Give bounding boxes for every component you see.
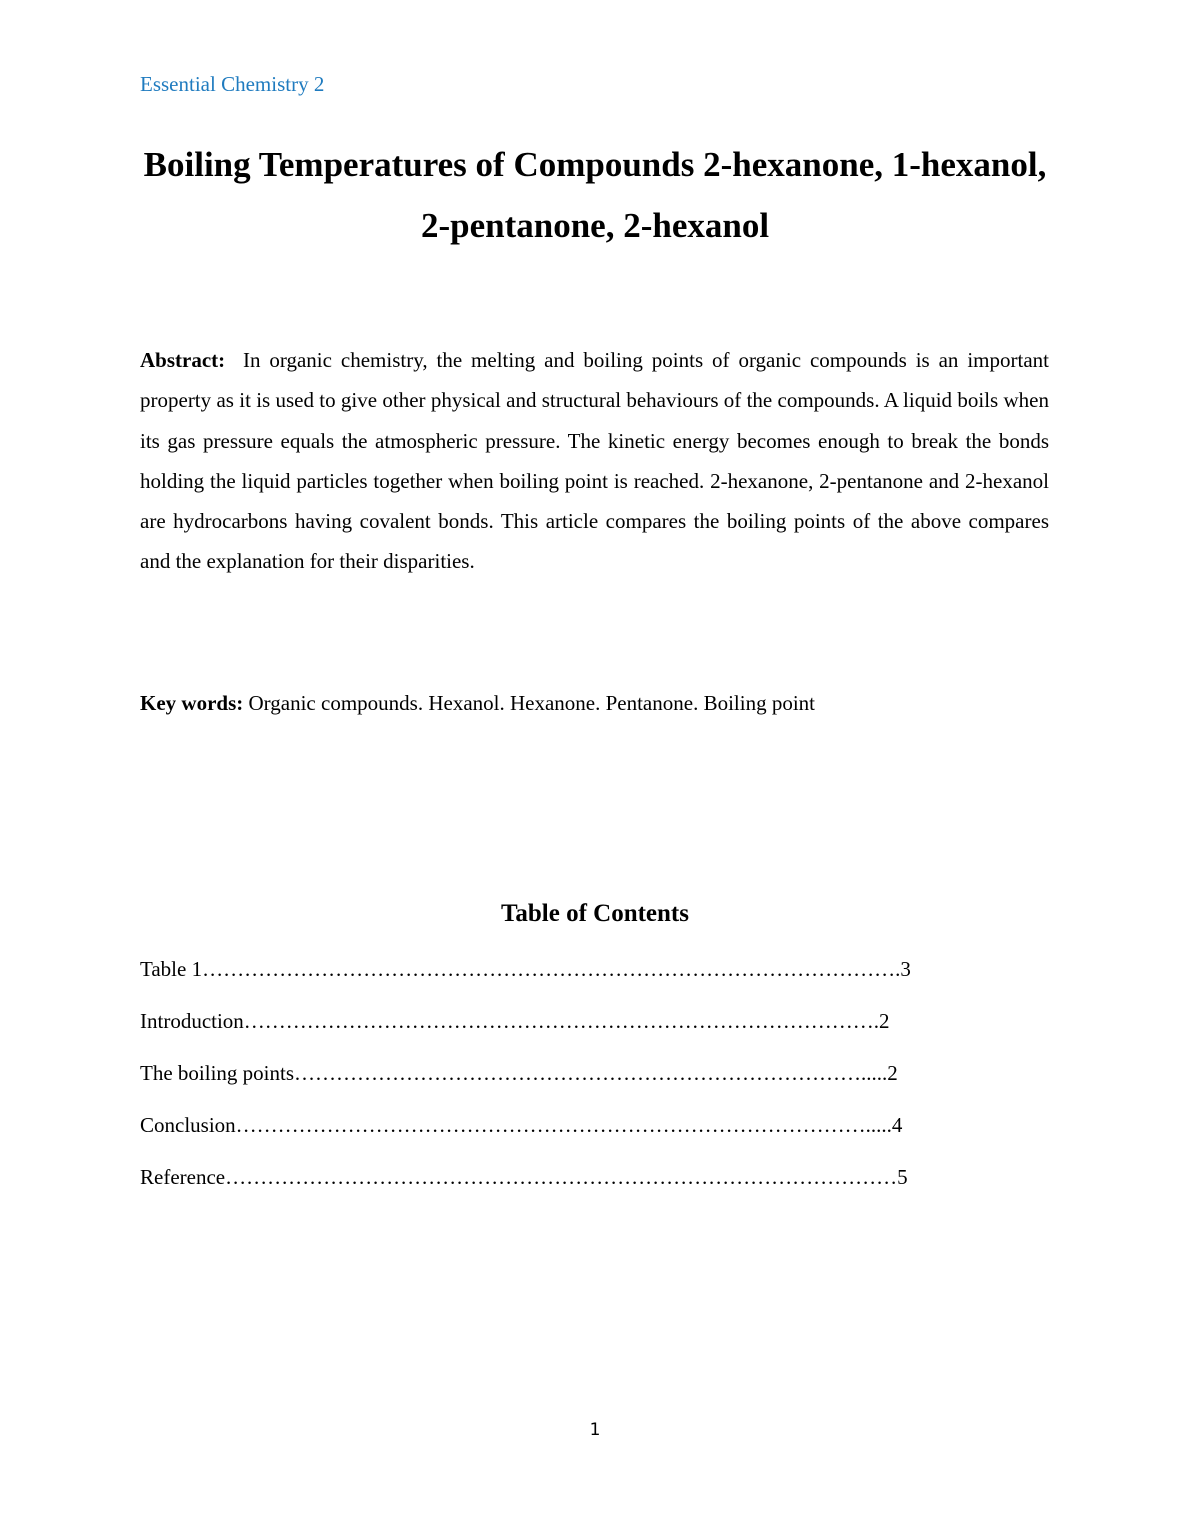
abstract-paragraph (140, 340, 1049, 582)
toc-entry-conclusion[interactable]: Conclusion……………………………………………………………………………….....4 (140, 1113, 903, 1137)
toc-entry-reference[interactable]: Reference……………………………………………………………………………………5 (140, 1165, 908, 1189)
page-number: 1 (589, 1420, 601, 1440)
keywords-text: Organic compounds. Hexanol. Hexanone. Pentanone. Boiling point (248, 691, 816, 715)
keywords-line (140, 688, 1049, 718)
toc-entry-boiling-points[interactable]: The boiling points……………………………………………………………………….....2 (140, 1061, 898, 1085)
toc-heading: Table of Contents (501, 900, 689, 927)
abstract-label: Abstract: (140, 348, 226, 372)
toc-entry-introduction[interactable]: Introduction……………………………………………………………………………….2 (140, 1009, 890, 1033)
running-header: Essential Chemistry 2 (140, 72, 325, 96)
keywords-label: Key words: (140, 691, 244, 715)
toc-entry-table-1[interactable]: Table 1……………………………………………………………………………………….3 (140, 957, 911, 981)
document-title (140, 134, 1050, 256)
title-line-2: 2-pentanone, 2-hexanol (420, 206, 770, 245)
abstract-text: In organic chemistry, the melting and boiling points of organic compounds is an important property as it is used to give other physical and structural behaviours of the compounds. A liquid boils when its gas pressure equals the atmospheric pressure. The kinetic energy becomes enough to break the bonds holding the liquid particles together when boiling point is reached. 2-hexanone, 2-pentanone and 2-hexanol are hydrocarbons having covalent bonds. This article compares the boiling points of the above compares and the explanation for their disparities. (140, 348, 1049, 574)
title-line-1: Boiling Temperatures of Compounds 2-hexanone, 1-hexanol, (143, 145, 1047, 184)
